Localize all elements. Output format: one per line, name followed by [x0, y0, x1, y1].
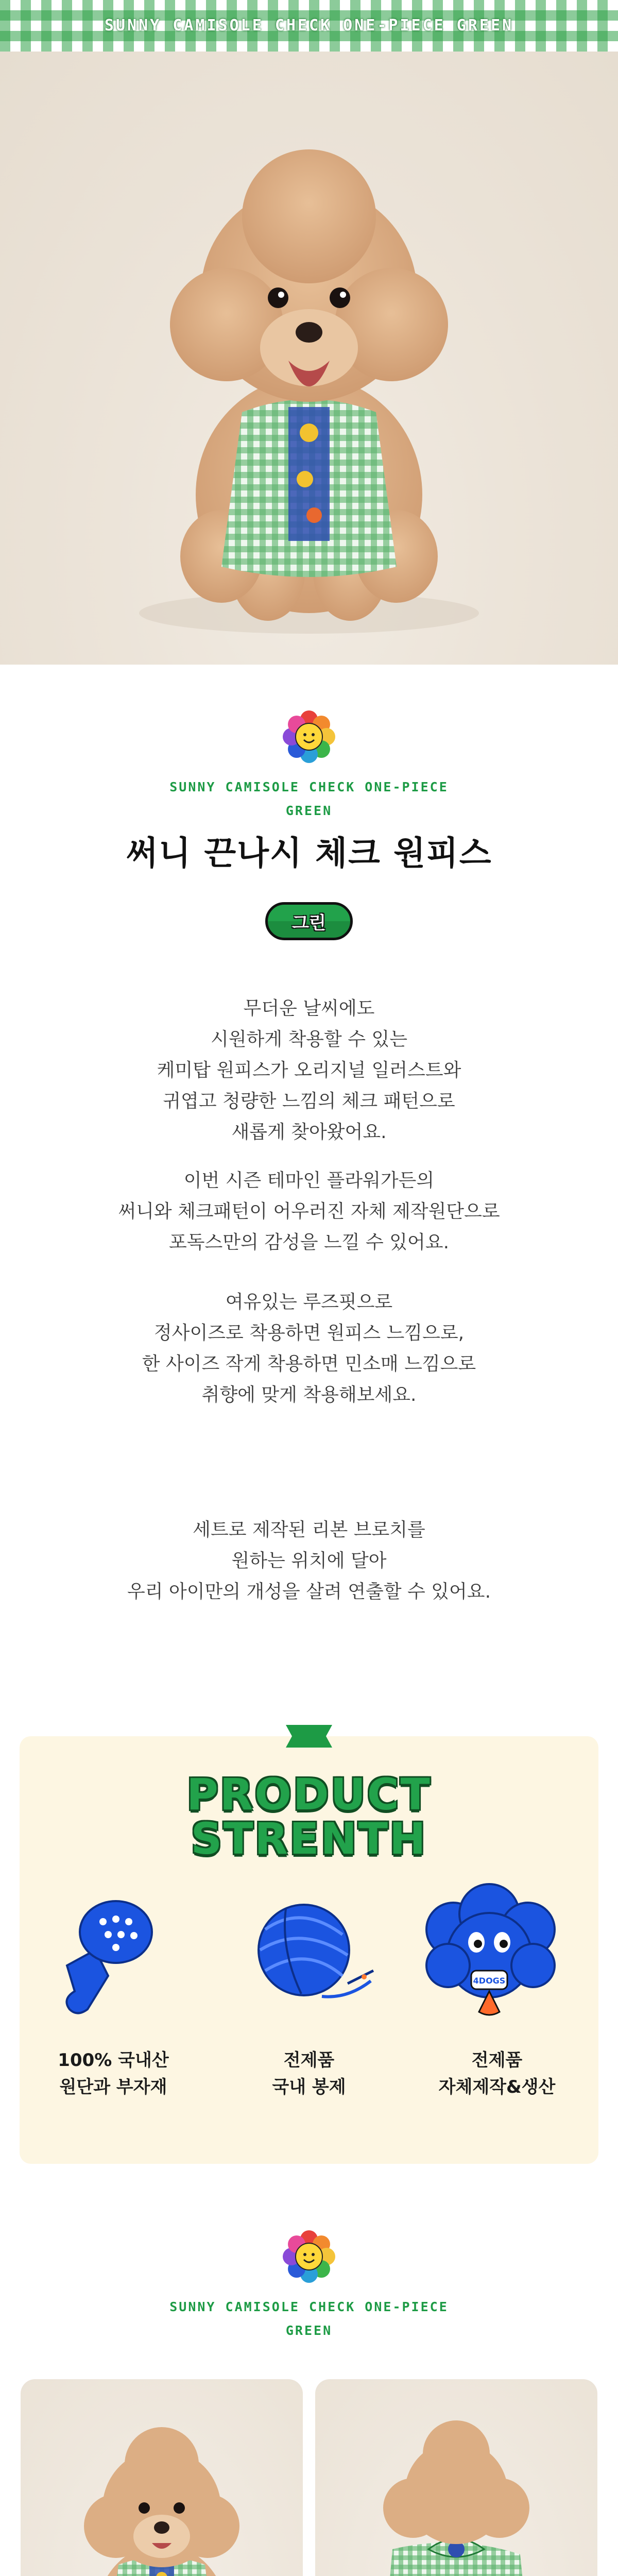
- description-paragraph-4: [0, 1515, 618, 1607]
- banner-title: SUNNY CAMISOLE CHECK ONE-PIECE GREEN: [104, 16, 514, 35]
- desc-line: 시원하게 착용할 수 있는: [210, 1029, 408, 1050]
- mascot-icon: [412, 1883, 566, 2022]
- back-photo: [315, 2379, 597, 2576]
- yarn-ball-icon: [245, 1893, 379, 2017]
- product-title: 써니 끈나시 체크 원피스: [126, 835, 492, 873]
- strength-title-line-2: STRENTH: [191, 1814, 427, 1864]
- front-photo: [21, 2379, 303, 2576]
- mascot-tag: 4DOGS: [473, 1976, 506, 1986]
- feature-3-line-2: 자체제작&생산: [438, 2077, 556, 2097]
- desc-line: 한 사이즈 작게 착용하면 민소매 느낌으로: [142, 1353, 476, 1375]
- feature-3-line-1: 전제품: [471, 2050, 523, 2071]
- description-paragraph-1: [0, 993, 618, 1148]
- sunflower-logo-icon: [281, 708, 337, 765]
- desc-line: 써니와 체크패턴이 어우러진 자체 제작원단으로: [118, 1201, 500, 1222]
- subtitle-line-1: SUNNY CAMISOLE CHECK ONE-PIECE: [169, 779, 449, 794]
- button-thread-icon: [46, 1888, 175, 2022]
- feature-1-label: [31, 2047, 196, 2100]
- subtitle-line-2: GREEN: [285, 803, 333, 818]
- feature-1-line-1: 100% 국내산: [58, 2050, 169, 2071]
- feature-2-label: [227, 2047, 391, 2100]
- desc-line: 취향에 맞게 착용해보세요.: [201, 1384, 417, 1405]
- color-badge-label: 그린: [292, 912, 326, 934]
- gingham-banner: [0, 0, 618, 52]
- feature-2-line-1: 전제품: [283, 2050, 335, 2071]
- desc-line: 원하는 위치에 달아: [231, 1550, 387, 1571]
- product-subtitle: [0, 775, 618, 823]
- desc-line: 무더운 날씨에도: [243, 998, 375, 1019]
- gallery-subtitle-line-1: SUNNY CAMISOLE CHECK ONE-PIECE: [169, 2299, 449, 2314]
- desc-line: 케미탑 원피스가 오리지널 일러스트와: [157, 1060, 461, 1081]
- description-paragraph-2: [0, 1165, 618, 1258]
- desc-line: 정사이즈로 착용하면 원피스 느낌으로,: [153, 1323, 465, 1344]
- desc-line: 포독스만의 감성을 느낄 수 있어요.: [168, 1232, 450, 1253]
- strength-title-line-1: PRODUCT: [186, 1769, 432, 1820]
- desc-line: 새롭게 찾아왔어요.: [231, 1122, 387, 1143]
- sunflower-logo-icon: [281, 2228, 337, 2285]
- feature-2-line-2: 국내 봉제: [272, 2077, 346, 2097]
- poodle-back-illustration: [315, 2379, 597, 2576]
- feature-1-line-2: 원단과 부자재: [59, 2077, 167, 2097]
- desc-line: 여유있는 루즈핏으로: [225, 1292, 393, 1313]
- hero-photo: [0, 52, 618, 665]
- poodle-photo-illustration: [0, 52, 618, 665]
- desc-line: 귀엽고 청량한 느낌의 체크 패턴으로: [163, 1091, 455, 1112]
- desc-line: 우리 아이만의 개성을 살려 연출할 수 있어요.: [127, 1581, 491, 1602]
- description-paragraph-3: [0, 1287, 618, 1411]
- strength-title: [0, 1769, 618, 1864]
- ribbon-icon: [286, 1725, 332, 1748]
- poodle-front-illustration: [21, 2379, 303, 2576]
- color-badge: [265, 902, 353, 940]
- gallery-subtitle-line-2: GREEN: [285, 2323, 333, 2338]
- feature-3-label: [415, 2047, 579, 2100]
- desc-line: 세트로 제작된 리본 브로치를: [193, 1519, 425, 1540]
- desc-line: 이번 시즌 테마인 플라워가든의: [183, 1170, 435, 1191]
- gallery-subtitle: [0, 2295, 618, 2343]
